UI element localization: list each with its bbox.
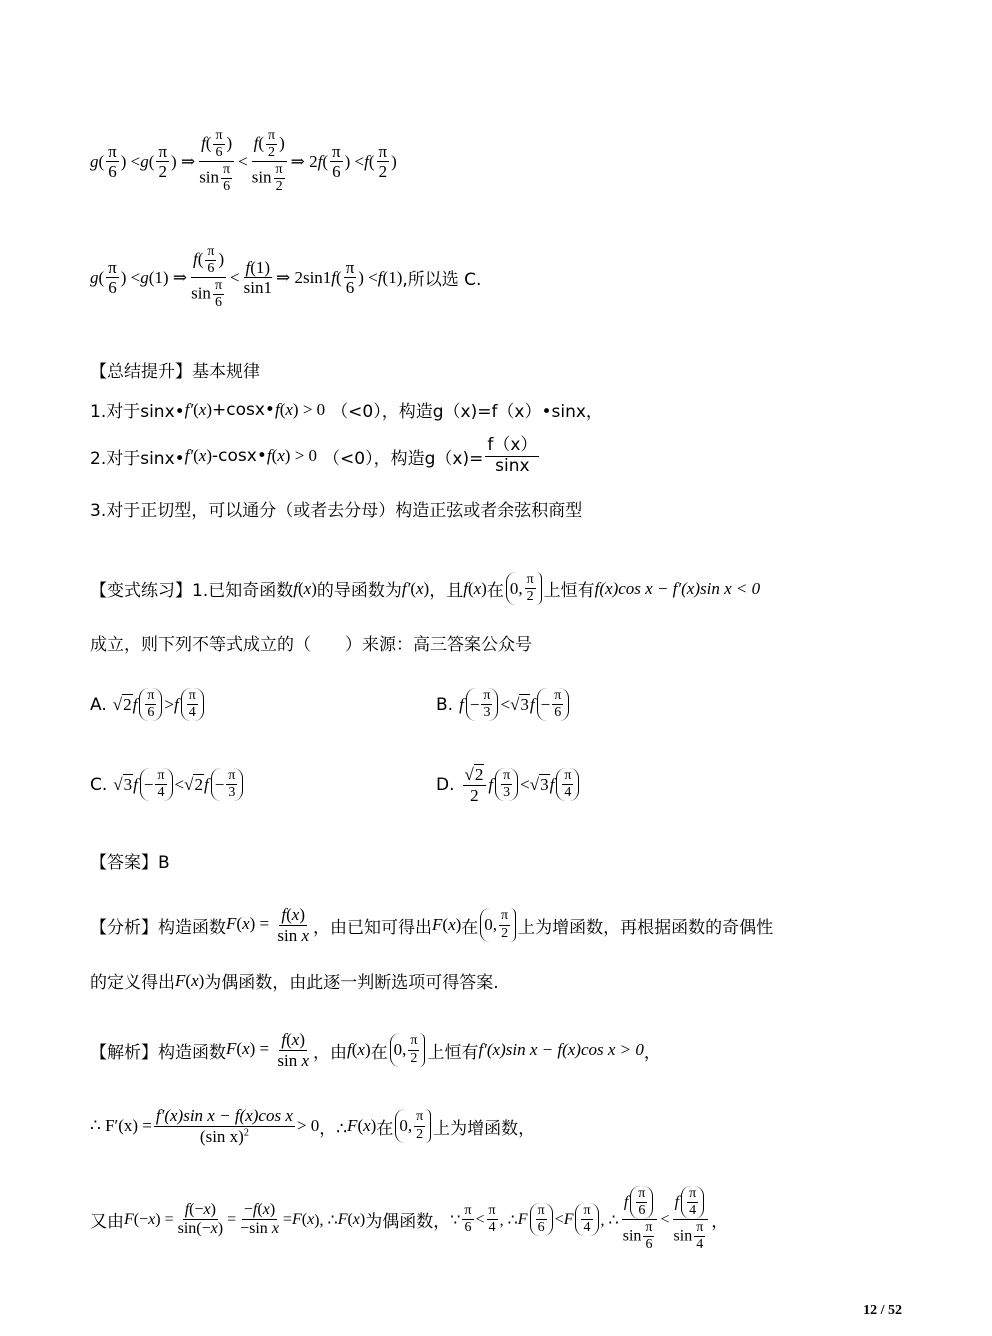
exercise-t2: ，且 <box>429 581 464 602</box>
derivative-gt0: > 0 <box>296 1116 320 1136</box>
solution-t6: 上为增函数， <box>433 1118 536 1139</box>
option-c[interactable]: C. √ 3 f − $\frac{\pi}{4}$ < √ 2 f − $\frac{\pi}{3}$ <box>90 768 245 801</box>
solution-last-end: ， <box>711 1212 729 1233</box>
analysis-line2b: 为偶函数，由此逐一判断选项可得答案. <box>204 973 499 993</box>
solution-line-3: 又由 F (− x ) = $\frac{f(-x)}{\sin(-x)}$ = $\frac{-f(x)}{\text{−sin x}}$ = F ( x ), ∴ F ( x ) 为偶函数， ∵ $\frac{\pi}{6}$ < $\frac{\pi}{4}$ , ∴ F $\frac{\pi}{6}$ < F $\frac{\pi}{4}$ , ∴ f $\frac{\pi}{6}$ sin $\frac{\pi}{6}$ < f $\frac{\pi}{4}$ sin $\frac{\pi}{4}$ ， <box>90 1186 729 1253</box>
rule-2-tail: （<0），构造g（x)= <box>323 448 484 469</box>
analysis-t2: 在 <box>461 917 479 938</box>
analysis-t3: 上为增函数，再根据函数的奇偶性 <box>518 917 774 938</box>
derivative-denominator: (sin x) <box>199 1126 244 1146</box>
solution-t5: 在 <box>376 1118 394 1139</box>
solution-last-prefix: 又由 <box>90 1212 124 1233</box>
rule-2: 2.对于sinx• f′(x) -cosx• f(x) > 0 （<0），构造g（x)= $\frac{f(x)}{\sin x}$ <box>90 435 538 476</box>
rule-2-num: f（x） <box>487 435 538 455</box>
exercise-line-2: 成立，则下列不等式成立的（ ）来源：高三答案公众号 <box>90 635 532 655</box>
solution-inequality: f′(x)sin x − f(x)cos x > 0 <box>478 1040 644 1060</box>
equation-line-2-tail: ,所以选 C. <box>402 270 482 291</box>
rule-2-prefix: 2.对于sinx• <box>90 448 185 469</box>
option-d[interactable]: D. √ 2 2 f $\frac{\pi}{3}$ < √ 3 f $\frac{\pi}{4}$ <box>436 764 581 805</box>
solution-t3: 上恒有 <box>427 1042 479 1063</box>
exercise-t4: 上恒有 <box>543 581 595 602</box>
analysis-prefix: 【分析】构造函数 <box>90 917 226 938</box>
page-number: 12 / 52 <box>863 1303 902 1318</box>
analysis-line-1: 【分析】构造函数 F(x) = $\frac{f(x)}{\text{sin x}}$ ，由已知可得出 F(x) 在 0, $\frac{\pi}{2}$ 上为增函数，再根据函数的奇偶性 <box>90 905 774 945</box>
exercise-t3: 在 <box>486 581 504 602</box>
option-b[interactable]: B. f − $\frac{\pi}{3}$ < √ 3 f − $\frac{\pi}{6}$ <box>436 688 571 721</box>
rule-1: 1.对于sinx• f′(x) +cosx• f(x) > 0 （<0），构造g（x)=f（x）•sinx， <box>90 397 932 422</box>
equation-line-1: g ( $\frac{\pi}{6}$ ) < g ( $\frac{\pi}{2}$ ) ⇒ f( $\frac{\pi}{6}$ ) sin $\frac{\pi}{6}$ < f( $\frac{\pi}{2}$ ) sin $\frac{\pi}{2}$ ⇒ 2 f ( $\frac{\pi}{6}$ ) < f ( $\frac{\pi}{2}$ ) <box>90 128 397 195</box>
solution-prefix: 【解析】构造函数 <box>90 1042 226 1063</box>
exercise-prefix: 【变式练习】1.已知奇函数 <box>90 581 294 602</box>
answer: 【答案】B <box>90 853 170 873</box>
solution-comma: ， <box>643 1042 661 1063</box>
exercise-line-1: 【变式练习】1.已知奇函数 f(x) 的导函数为 f′(x) ，且 f(x) 在 0, $\frac{\pi}{2}$ 上恒有 f(x)cos x − f′(x)sin x < 0 <box>90 572 761 605</box>
equation-line-2: g ( $\frac{\pi}{6}$ ) < g (1) ⇒ f( $\frac{\pi}{6}$ ) sin $\frac{\pi}{6}$ < $\frac{f(1)}{\sin 1}$ ⇒ 2sin1 f ( $\frac{\pi}{6}$ ) < f (1) ,所以选 C. <box>90 244 482 311</box>
analysis-t1: ，由已知可得出 <box>313 917 432 938</box>
solution-last-t1: 为偶函数， <box>365 1212 451 1233</box>
rule-2-den: sinx <box>495 455 530 476</box>
analysis-line-2: 的定义得出 F(x) 为偶函数，由此逐一判断选项可得答案. <box>90 968 932 993</box>
solution-line-2: ∴ F′(x) = $\frac{\text{f′(x)sin x − f(x)cos x}}{(\sin x)^2}$ > 0 ，∴ F ( x ) 在 0, $\frac{\pi}{2}$ 上为增函数， <box>90 1106 536 1146</box>
option-b-label: B. <box>436 694 454 715</box>
solution-line-1: 【解析】构造函数 F(x) = $\frac{f(x)}{\text{sin x}}$ ，由 f(x) 在 0, $\frac{\pi}{2}$ 上恒有 f′(x)sin x − f(x)cos x > 0 ， <box>90 1030 661 1070</box>
option-d-label: D. <box>436 774 455 795</box>
rule-3: 3.对于正切型，可以通分（或者去分母）构造正弦或者余弦积商型 <box>90 501 583 521</box>
exercise-inequality: f(x)cos x − f′(x)sin x < 0 <box>594 578 761 598</box>
option-a[interactable]: A. √ 2 f $\frac{\pi}{6}$ > f $\frac{\pi}{4}$ <box>90 688 206 721</box>
rule-1-mid: +cosx• <box>212 399 275 420</box>
rule-1-tail: （<0），构造g（x)=f（x）•sinx， <box>331 402 603 422</box>
derivative-lhs: ∴ F′(x) = <box>90 1116 152 1136</box>
solution-t2: 在 <box>370 1042 388 1063</box>
rule-2-mid: -cosx• <box>212 446 267 467</box>
analysis-line2a: 的定义得出 <box>90 973 175 993</box>
summary-heading: 【总结提升】基本规律 <box>90 362 260 382</box>
solution-t1: ，由 <box>313 1042 347 1063</box>
solution-t4: ，∴ <box>319 1118 348 1139</box>
option-c-label: C. <box>90 774 108 795</box>
option-a-label: A. <box>90 694 107 715</box>
exercise-t1: 的导函数为 <box>316 581 402 602</box>
derivative-numerator: f′(x)sin x − f(x)cos x <box>155 1106 293 1125</box>
rule-1-prefix: 1.对于sinx• <box>90 402 185 422</box>
